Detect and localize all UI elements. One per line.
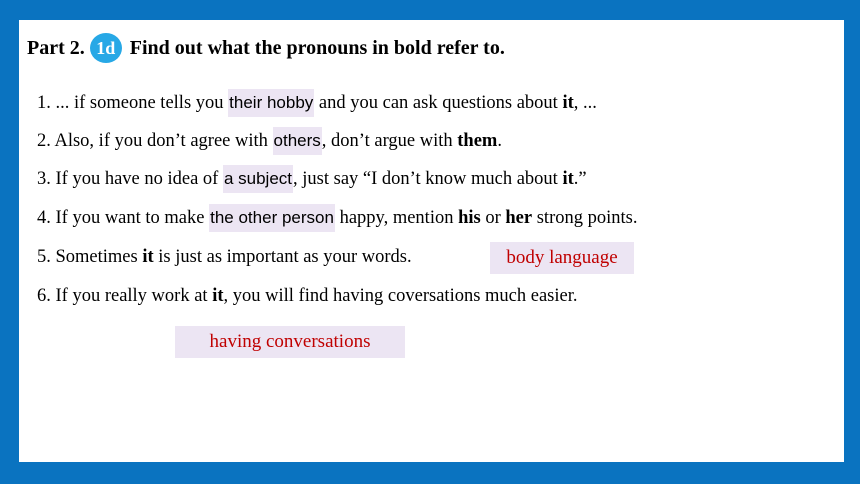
section-heading [27,34,505,62]
sentence-text: 3. If you have no idea of [37,169,223,189]
sentence-text: 2. Also, if you don’t agree with [37,131,273,151]
sentence-5 [37,245,412,269]
bold-pronoun: it [562,169,574,189]
sentence-text: , ... [573,93,597,113]
instruction-title: Find out what the pronouns in bold refer to. [129,36,505,59]
answer-having-conversations: having conversations [175,326,405,358]
sentence-text: is just as important as your words. [153,247,412,267]
bold-pronoun: them [457,131,498,151]
bold-pronoun: it [562,93,574,113]
sentence-text: happy, mention [334,208,459,228]
bold-pronoun: her [505,208,533,228]
highlight-phrase: others [273,127,322,155]
highlight-phrase: their hobby [228,89,314,117]
bold-pronoun: his [458,208,481,228]
sentence-text: or [480,208,506,228]
section-badge: 1d [90,33,122,63]
sentence-text: , just say “I don’t know much about [293,169,563,189]
sentence-6 [37,284,578,308]
bold-pronoun: it [142,247,154,267]
sentence-text: . [497,131,502,151]
highlight-phrase: the other person [209,204,335,232]
sentence-text: , you will find having coversations much easier. [223,286,578,306]
sentence-4 [37,206,637,230]
sentence-text: 5. Sometimes [37,247,143,267]
sentence-text: .” [573,169,587,189]
sentence-text: , don’t argue with [321,131,458,151]
part-label: Part 2. [27,36,85,59]
sentence-text: 4. If you want to make [37,208,210,228]
sentence-3 [37,167,587,191]
sentence-text: 6. If you really work at [37,286,213,306]
sentence-text: and you can ask questions about [314,93,563,113]
answer-body-language: body language [490,242,634,274]
slide-panel [19,20,844,462]
sentence-text: strong points. [532,208,638,228]
sentence-2 [37,129,502,153]
sentence-text: 1. ... if someone tells you [37,93,229,113]
sentence-1 [37,91,597,115]
highlight-phrase: a subject [223,165,293,193]
bold-pronoun: it [212,286,224,306]
